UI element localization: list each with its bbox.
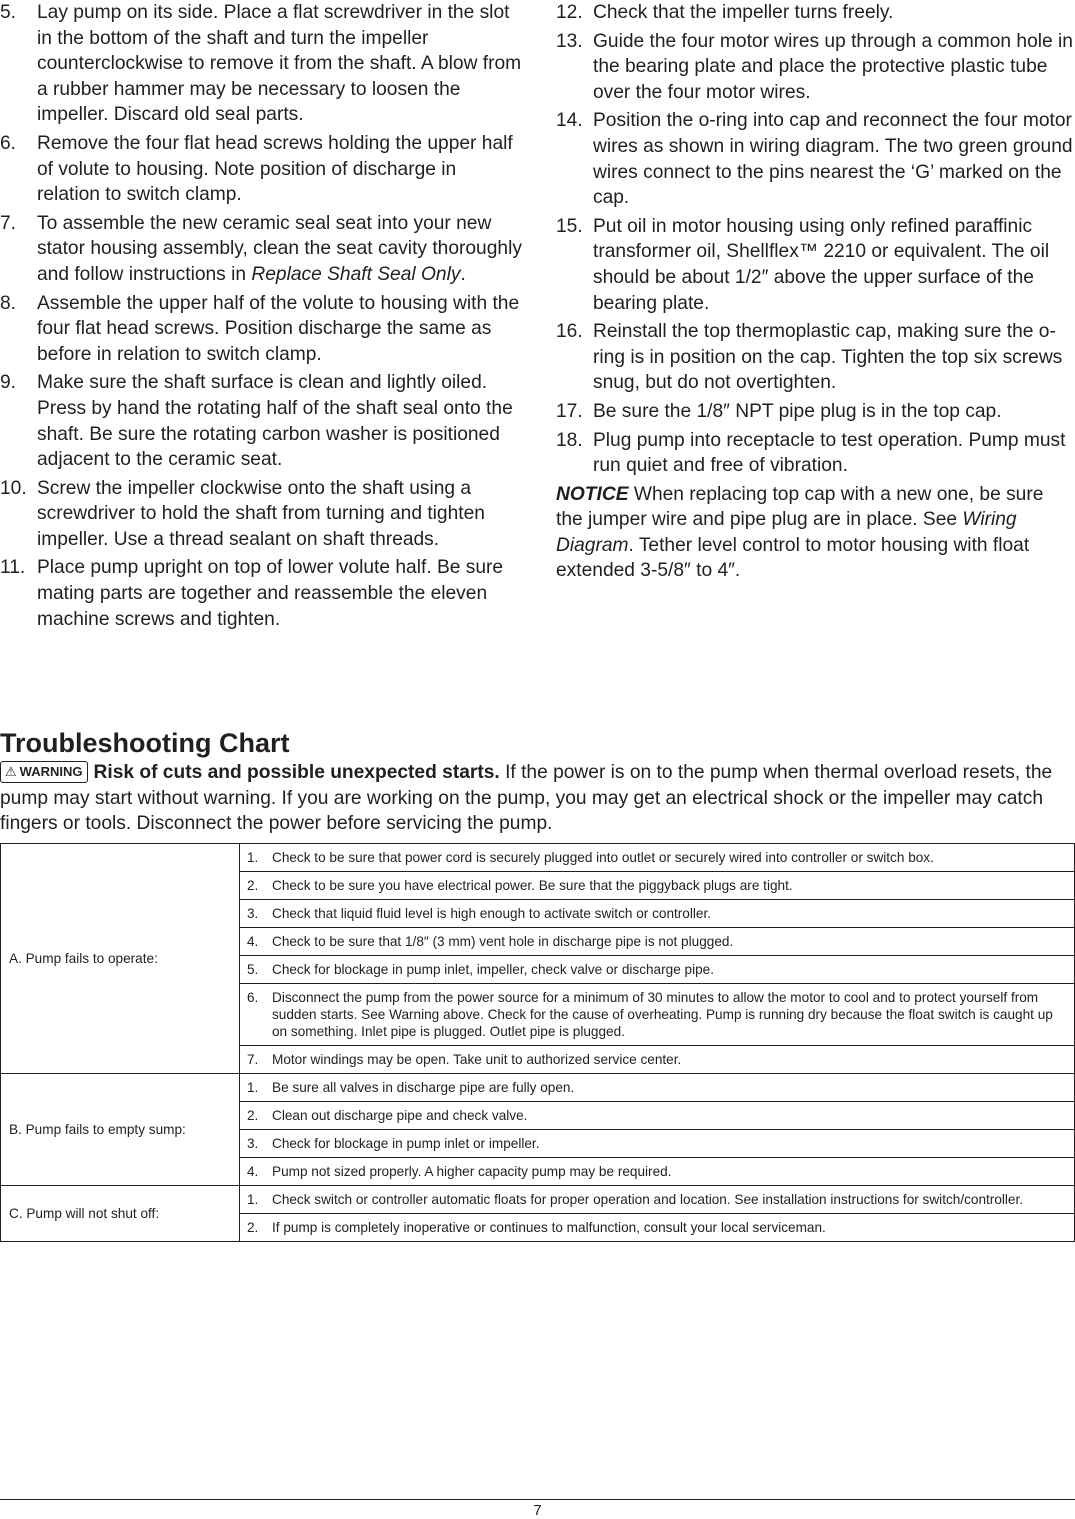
check-number: 3. [247, 1136, 259, 1151]
instructions-left-column [0, 0, 522, 635]
check-text: Check to be sure that 1/8″ (3 mm) vent hole in discharge pipe is not plugged. [272, 934, 734, 949]
warning-paragraph [0, 760, 1075, 837]
step-number: 9. [0, 372, 17, 394]
step-number: 5. [0, 2, 17, 23]
step-9 [0, 370, 522, 472]
step-16 [556, 319, 1075, 396]
check-text: Check that liquid fluid level is high enough to activate switch or controller. [272, 906, 712, 921]
step-13 [556, 29, 1075, 106]
check-number: 3. [247, 906, 259, 921]
check-cell [240, 844, 1075, 872]
step-text: Guide the four motor wires up through a common hole in the bearing plate and place the protective plastic tube over the four motor wires. [593, 30, 1073, 103]
problem-cell: A. Pump fails to operate: [1, 844, 240, 1074]
check-text: Check to be sure that power cord is securely plugged into outlet or securely wired into controller or switch box. [272, 850, 934, 865]
check-cell [240, 956, 1075, 984]
step-6 [0, 131, 522, 208]
table-row [1, 1074, 1075, 1102]
warning-heading: Risk of cuts and possible unexpected starts. [93, 762, 500, 783]
notice-text: When replacing top cap with a new one, be sure the jumper wire and pipe plug are in place. See [556, 483, 1044, 531]
warning-badge [0, 761, 88, 783]
check-number: 2. [247, 878, 259, 893]
step-text: Check that the impeller turns freely. [593, 2, 894, 23]
step-text: Place pump upright on top of lower volute half. Be sure mating parts are together and reassemble the eleven machine screws and tighten. [37, 557, 504, 630]
check-cell [240, 1102, 1075, 1130]
step-text-part: . [460, 263, 466, 285]
check-number: 1. [247, 1192, 259, 1207]
check-text: If pump is completely inoperative or continues to malfunction, consult your local serviceman. [272, 1220, 826, 1235]
step-text: Put oil in motor housing using only refined paraffinic transformer oil, Shellflex™ 2210 or equivalent. The oil should be about 1/2″ above the upper surface of the bearing plate. [593, 215, 1050, 314]
step-5 [0, 0, 522, 128]
step-text: Reinstall the top thermoplastic cap, making sure the o-ring is in position on the cap. Tighten the top six screws snug, but do not overtighten. [593, 321, 1063, 394]
instructions-right-column [556, 0, 1075, 584]
notice-paragraph [556, 482, 1075, 584]
table-row [1, 1186, 1075, 1214]
check-number: 2. [247, 1108, 259, 1123]
check-number: 1. [247, 850, 259, 865]
table-row [1, 844, 1075, 872]
step-number: 11. [0, 557, 26, 579]
step-12 [556, 0, 1075, 26]
step-text: Make sure the shaft surface is clean and lightly oiled. Press by hand the rotating half of the shaft seal onto the shaft. Be sure the rotating carbon washer is positioned adjacent to the ceramic seat. [37, 372, 513, 471]
check-text: Clean out discharge pipe and check valve. [272, 1108, 528, 1123]
section-reference: Replace Shaft Seal Only [251, 263, 461, 285]
step-11 [0, 555, 522, 632]
step-10 [0, 476, 522, 553]
step-text: Be sure the 1/8″ NPT pipe plug is in the top cap. [593, 400, 1002, 422]
check-cell [240, 928, 1075, 956]
step-number: 17. [556, 400, 583, 422]
step-18 [556, 428, 1075, 479]
step-number: 8. [0, 292, 17, 314]
step-7 [0, 211, 522, 288]
step-text: Lay pump on its side. Place a flat screwdriver in the slot in the bottom of the shaft and turn the impeller counterclockwise to remove it from the shaft. A blow from a rubber hammer may be necessary to loosen the impeller. Discard old seal parts. [37, 2, 522, 126]
check-text: Pump not sized properly. A higher capacity pump may be required. [272, 1164, 672, 1179]
step-number: 15. [556, 215, 583, 237]
check-cell [240, 1046, 1075, 1074]
warning-text: If the power is on to the pump when thermal overload resets, the pump may start without warning. If you are working on the pump, you may get an electrical shock or the impeller may catch fingers or tools. Disconnect the power before servicing the pump. [0, 762, 1053, 834]
problem-cell: C. Pump will not shut off: [1, 1186, 240, 1242]
troubleshooting-title: Troubleshooting Chart [0, 728, 290, 758]
step-number: 6. [0, 132, 17, 154]
step-15 [556, 214, 1075, 316]
step-text: Plug pump into receptacle to test operation. Pump must run quiet and free of vibration. [593, 429, 1066, 477]
step-number: 18. [556, 429, 583, 451]
check-cell [240, 1158, 1075, 1186]
check-cell [240, 1130, 1075, 1158]
step-number: 14. [556, 110, 583, 132]
check-cell [240, 900, 1075, 928]
check-cell [240, 872, 1075, 900]
notice-text: . Tether level control to motor housing with float extended 3-5/8″ to 4″. [556, 534, 1030, 582]
problem-cell: B. Pump fails to empty sump: [1, 1074, 240, 1186]
check-number: 4. [247, 934, 259, 949]
step-text: Assemble the upper half of the volute to housing with the four flat head screws. Position discharge the same as before in relation to switch clamp. [37, 292, 520, 365]
step-number: 7. [0, 212, 17, 234]
troubleshooting-table [0, 843, 1075, 1242]
page-number: 7 [533, 1502, 542, 1519]
step-number: 13. [556, 30, 583, 52]
check-cell [240, 1214, 1075, 1242]
check-number: 1. [247, 1080, 259, 1095]
step-number: 16. [556, 321, 583, 343]
check-cell [240, 984, 1075, 1046]
step-text: Remove the four flat head screws holding the upper half of volute to housing. Note position of discharge in relation to switch clamp. [37, 132, 513, 206]
step-17 [556, 399, 1075, 425]
check-text: Be sure all valves in discharge pipe are fully open. [272, 1080, 575, 1095]
step-text-part: To assemble the new ceramic seal seat into your new stator housing assembly, clean the seat cavity thoroughly and follow instructions in [37, 212, 522, 285]
warning-badge-label: WARNING [19, 764, 83, 779]
step-text: Screw the impeller clockwise onto the shaft using a screwdriver to hold the shaft from turning and tighten impeller. Use a thread sealant on shaft threads. [37, 477, 485, 550]
check-text: Check for blockage in pump inlet, impeller, check valve or discharge pipe. [272, 962, 715, 977]
step-number: 10. [0, 477, 27, 499]
check-number: 4. [247, 1164, 259, 1179]
check-cell [240, 1074, 1075, 1102]
step-text [37, 211, 522, 288]
check-text: Check switch or controller automatic floats for proper operation and location. See installation instructions for switch/controller. [272, 1192, 1024, 1207]
check-number: 6. [247, 990, 259, 1005]
check-cell [240, 1186, 1075, 1214]
step-number: 12. [556, 2, 583, 23]
check-text: Motor windings may be open. Take unit to authorized service center. [272, 1052, 682, 1067]
step-8 [0, 291, 522, 368]
check-text: Check for blockage in pump inlet or impeller. [272, 1136, 540, 1151]
warning-triangle-icon: ⚠ [5, 764, 17, 779]
check-number: 7. [247, 1052, 259, 1067]
notice-label: NOTICE [556, 483, 629, 505]
step-text: Position the o-ring into cap and reconnect the four motor wires as shown in wiring diagram. The two green ground wires connect to the pins nearest the ‘G’ marked on the cap. [593, 110, 1073, 209]
footer-divider [0, 1499, 1075, 1500]
check-text: Disconnect the pump from the power source for a minimum of 30 minutes to allow the motor to cool and to protect yourself from sudden starts. See Warning above. Check for the cause of overheating. Pump is running dry because the float switch is caught up on something. Inlet pipe is plugged. Outlet pipe is plugged. [272, 990, 1053, 1039]
step-14 [556, 108, 1075, 210]
check-number: 2. [247, 1220, 259, 1235]
wiring-diagram-reference: Wiring Diagram [556, 509, 1017, 556]
check-text: Check to be sure you have electrical power. Be sure that the piggyback plugs are tight. [272, 878, 793, 893]
check-number: 5. [247, 962, 259, 977]
